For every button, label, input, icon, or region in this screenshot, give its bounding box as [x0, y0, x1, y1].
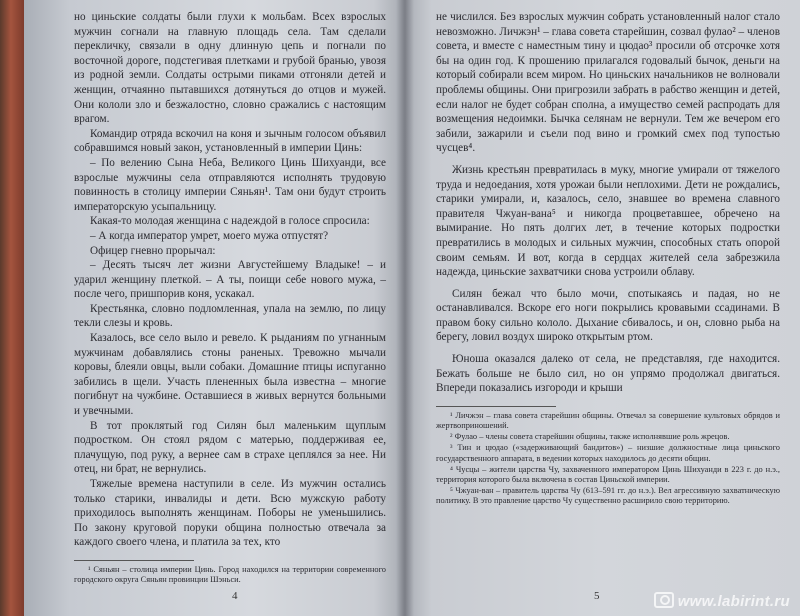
- paragraph: Офицер гневно прорычал:: [90, 244, 216, 257]
- footnote: ² Фулао – члены совета старейшин общины, также исполнявшие роль жрецов.: [450, 432, 730, 442]
- camera-icon: [654, 592, 674, 608]
- paragraph: Силян бежал что было мочи, спотыкаясь и падая, но не останавливался. Вскоре его ноги покрылись кровавыми ссадинами. В правом боку сильно кололо. Дыхание сбивалось, и он, словно рыба на берегу, ловил воздух широко открытым ртом.: [436, 287, 780, 344]
- paragraph: Какая-то молодая женщина с надеждой в голосе спросила:: [90, 215, 370, 228]
- footnote: ⁴ Чусцы – жители царства Чу, захваченного императором Цинь Шихуанди в 223 г. до н.э., территория которого была включена в состав Циньской империи.: [436, 464, 780, 485]
- paragraph: – По велению Сына Неба, Великого Цинь Шихуанди, все взрослые мужчины села отправляются исполнять трудовую повинность в столицу империи Сяньян¹. Там они будут строить императорскую усыпальницу.: [74, 156, 386, 213]
- footnote-rule: [436, 406, 556, 407]
- paragraph: Командир отряда вскочил на коня и зычным голосом объявил собравшимся новый закон, установленный в империи Цинь:: [74, 127, 386, 155]
- right-page-body: [436, 10, 780, 396]
- watermark-text: www.labirint.ru: [677, 593, 790, 610]
- paragraph: Тяжелые времена наступили в селе. Из мужчин остались только старики, инвалиды и дети. Всю мужскую работу приходилось выполнять женщинам. Поборы не уменьшились. По закону круговой поруки община полностью отвечала за каждого своего члена, и платила за тех, кто: [74, 478, 386, 549]
- footnote: ¹ Личжэн – глава совета старейшин общины. Отвечал за совершение культовых обрядов и жертвоприношений.: [436, 410, 780, 431]
- left-footnotes: [74, 565, 386, 585]
- book-gutter: [396, 0, 414, 616]
- book-spine: [0, 0, 24, 616]
- paragraph: Крестьянка, словно подломленная, упала на землю, по лицу текли слезы и кровь.: [74, 302, 386, 330]
- paragraph: В тот проклятый год Силян был маленьким щуплым подростком. Он стоял рядом с матерью, поддерживая ее, плачущую, под руку, а вернее сам в страхе цеплялся за нее. Ни отец, ни брат, не вернулись.: [74, 419, 386, 476]
- footnote: ³ Тин и цюдао («задерживающий бандитов») – низшие должностные лица циньского государственного аппарата, в ведении которых находилось до десяти общин.: [436, 443, 780, 463]
- paragraph: – А когда император умрет, моего мужа отпустят?: [90, 229, 329, 242]
- watermark: [654, 592, 790, 610]
- paragraph: Жизнь крестьян превратилась в муку, многие умирали от тяжелого труда и недоедания, хотя урожаи были неплохими. Дети не рождались, старики умирали, и, казалось, село, знавшее во времена славного правителя Чжуан-вана⁵ и никогда процветавшее, обречено на вымирание. Но пять долгих лет, в течение которых подростки превратились в молодых и сильных мужчин, способных стать опорой своим семьям. И вот, когда в сердцах жителей села забрезжила надежда, циньские захватчики снова устроили облаву.: [436, 163, 780, 279]
- left-page: [24, 0, 404, 616]
- page-number: 4: [232, 590, 238, 602]
- paragraph: Казалось, все село выло и ревело. К рыданиям по угнанным мужчинам добавлялись стоны раненых. Тревожно мычали коровы, блеяли овцы, выли собаки. Домашние птицы испуганно забились в щели. Участь плененных была известна – многие погибнут на чужбине. Оставшиеся в живых вернутся больными и увечными.: [74, 332, 386, 418]
- footnote-rule: [74, 560, 194, 561]
- right-footnotes: [436, 411, 780, 507]
- paragraph: не числился. Без взрослых мужчин собрать установленный налог стало невозможно. Личжэн¹ – глава совета старейшин, созвал фулао² – членов совета, и вместе с наместным тину и цюдао³ просили об отсрочке хотя бы на один год. К прошению прилагался годовалый бычок, деньги на который собирали всем миром. Но циньских начальников не волновали проблемы общины. Они пригрозили забрать в рабство женщин и детей, если налог не будет собран сполна, а имущество семей распродать для возмещения недоимки. Бычка селянам не вернули. Тем же вечером его забили, зажарили и съели под вино и громкий смех под тупостью чусцев⁴.: [436, 11, 780, 155]
- paragraph: но циньские солдаты были глухи к мольбам. Всех взрослых мужчин согнали на главную площадь села. Там сделали перекличку, связали в одну длинную цепь и погнали по восточной дороге, подстегивая плетками и грубой бранью, увозя из родной земли. Солдаты острыми пиками отгоняли детей и женщин, отчаянно пытавшихся дотянуться до отцов и мужей. Они кололи зло и безжалостно, словно сражались с настоящим врагом.: [74, 11, 386, 126]
- footnote: ⁵ Чжуан-ван – правитель царства Чу (613–591 гг. до н.э.). Вел агрессивную захватническую политику. В это правление царство Чу существенно расширило свою территорию.: [436, 486, 780, 506]
- page-number: 5: [594, 590, 600, 602]
- left-page-body: [74, 10, 386, 550]
- paragraph: Юноша оказался далеко от села, не представляя, где находится. Бежать больше не было сил, но он упрямо продолжал двигаться. Впереди показались изгороди и крыши: [436, 353, 780, 395]
- footnote: ¹ Сяньян – столица империи Цинь. Город находился на территории современного городского округа Сяньян провинции Шэньси.: [74, 564, 386, 585]
- paragraph: – Десять тысяч лет жизни Августейшему Владыке! – и ударил женщину плеткой. – А ты, поищи себе нового мужа, – после чего, пришпорив коня, ускакал.: [74, 259, 386, 301]
- right-page: [404, 0, 800, 616]
